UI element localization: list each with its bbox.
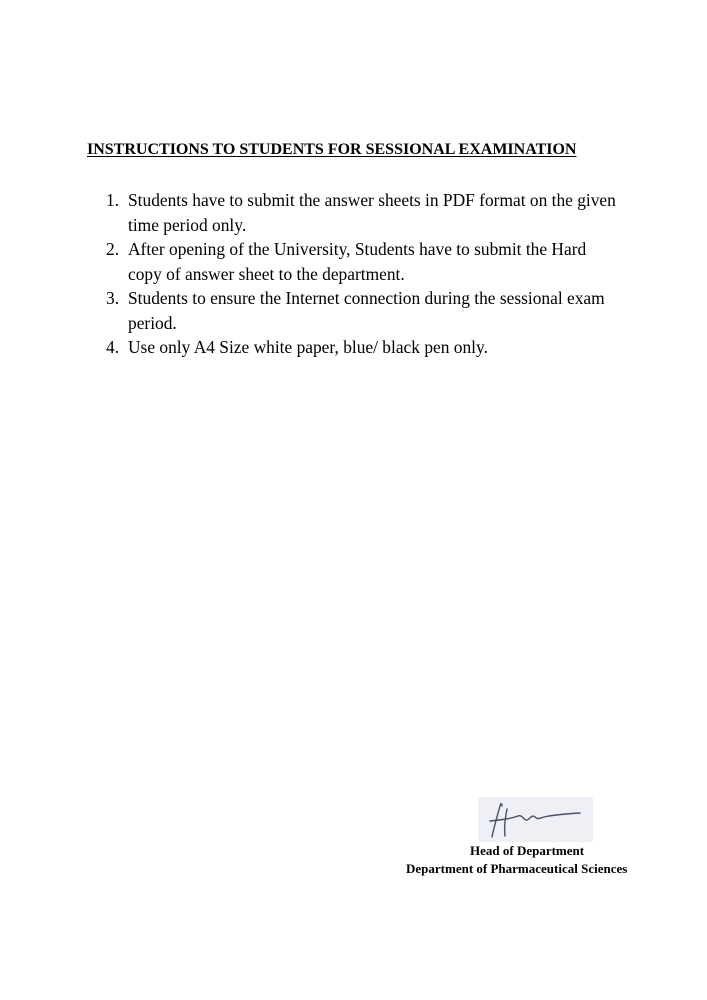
handwritten-signature [478,797,593,842]
instruction-number: 3. [106,288,120,308]
instruction-line: Use only A4 Size white paper, blue/ black pen only. [128,337,488,357]
document-title: INSTRUCTIONS TO STUDENTS FOR SESSIONAL EXAMINATION [87,141,577,158]
instruction-number: 2. [106,239,120,259]
instruction-item [106,335,676,360]
instruction-item [106,188,676,237]
instruction-line: copy of answer sheet to the department. [128,263,405,284]
instruction-number: 1. [106,190,120,210]
instruction-number: 4. [106,337,120,357]
instruction-line: time period only. [128,214,247,235]
instruction-item [106,237,676,286]
signature-block [390,795,670,885]
instruction-list [106,188,676,360]
instruction-line: Students to ensure the Internet connection during the sessional exam [128,288,605,308]
instruction-line: After opening of the University, Students have to submit the Hard [128,239,587,259]
instruction-line: period. [128,312,177,333]
instruction-line: Students have to submit the answer sheets in PDF format on the given [128,190,616,210]
signatory-role: Head of Department [470,843,585,858]
instruction-item [106,286,676,335]
signatory-department: Department of Pharmaceutical Sciences [406,861,628,876]
